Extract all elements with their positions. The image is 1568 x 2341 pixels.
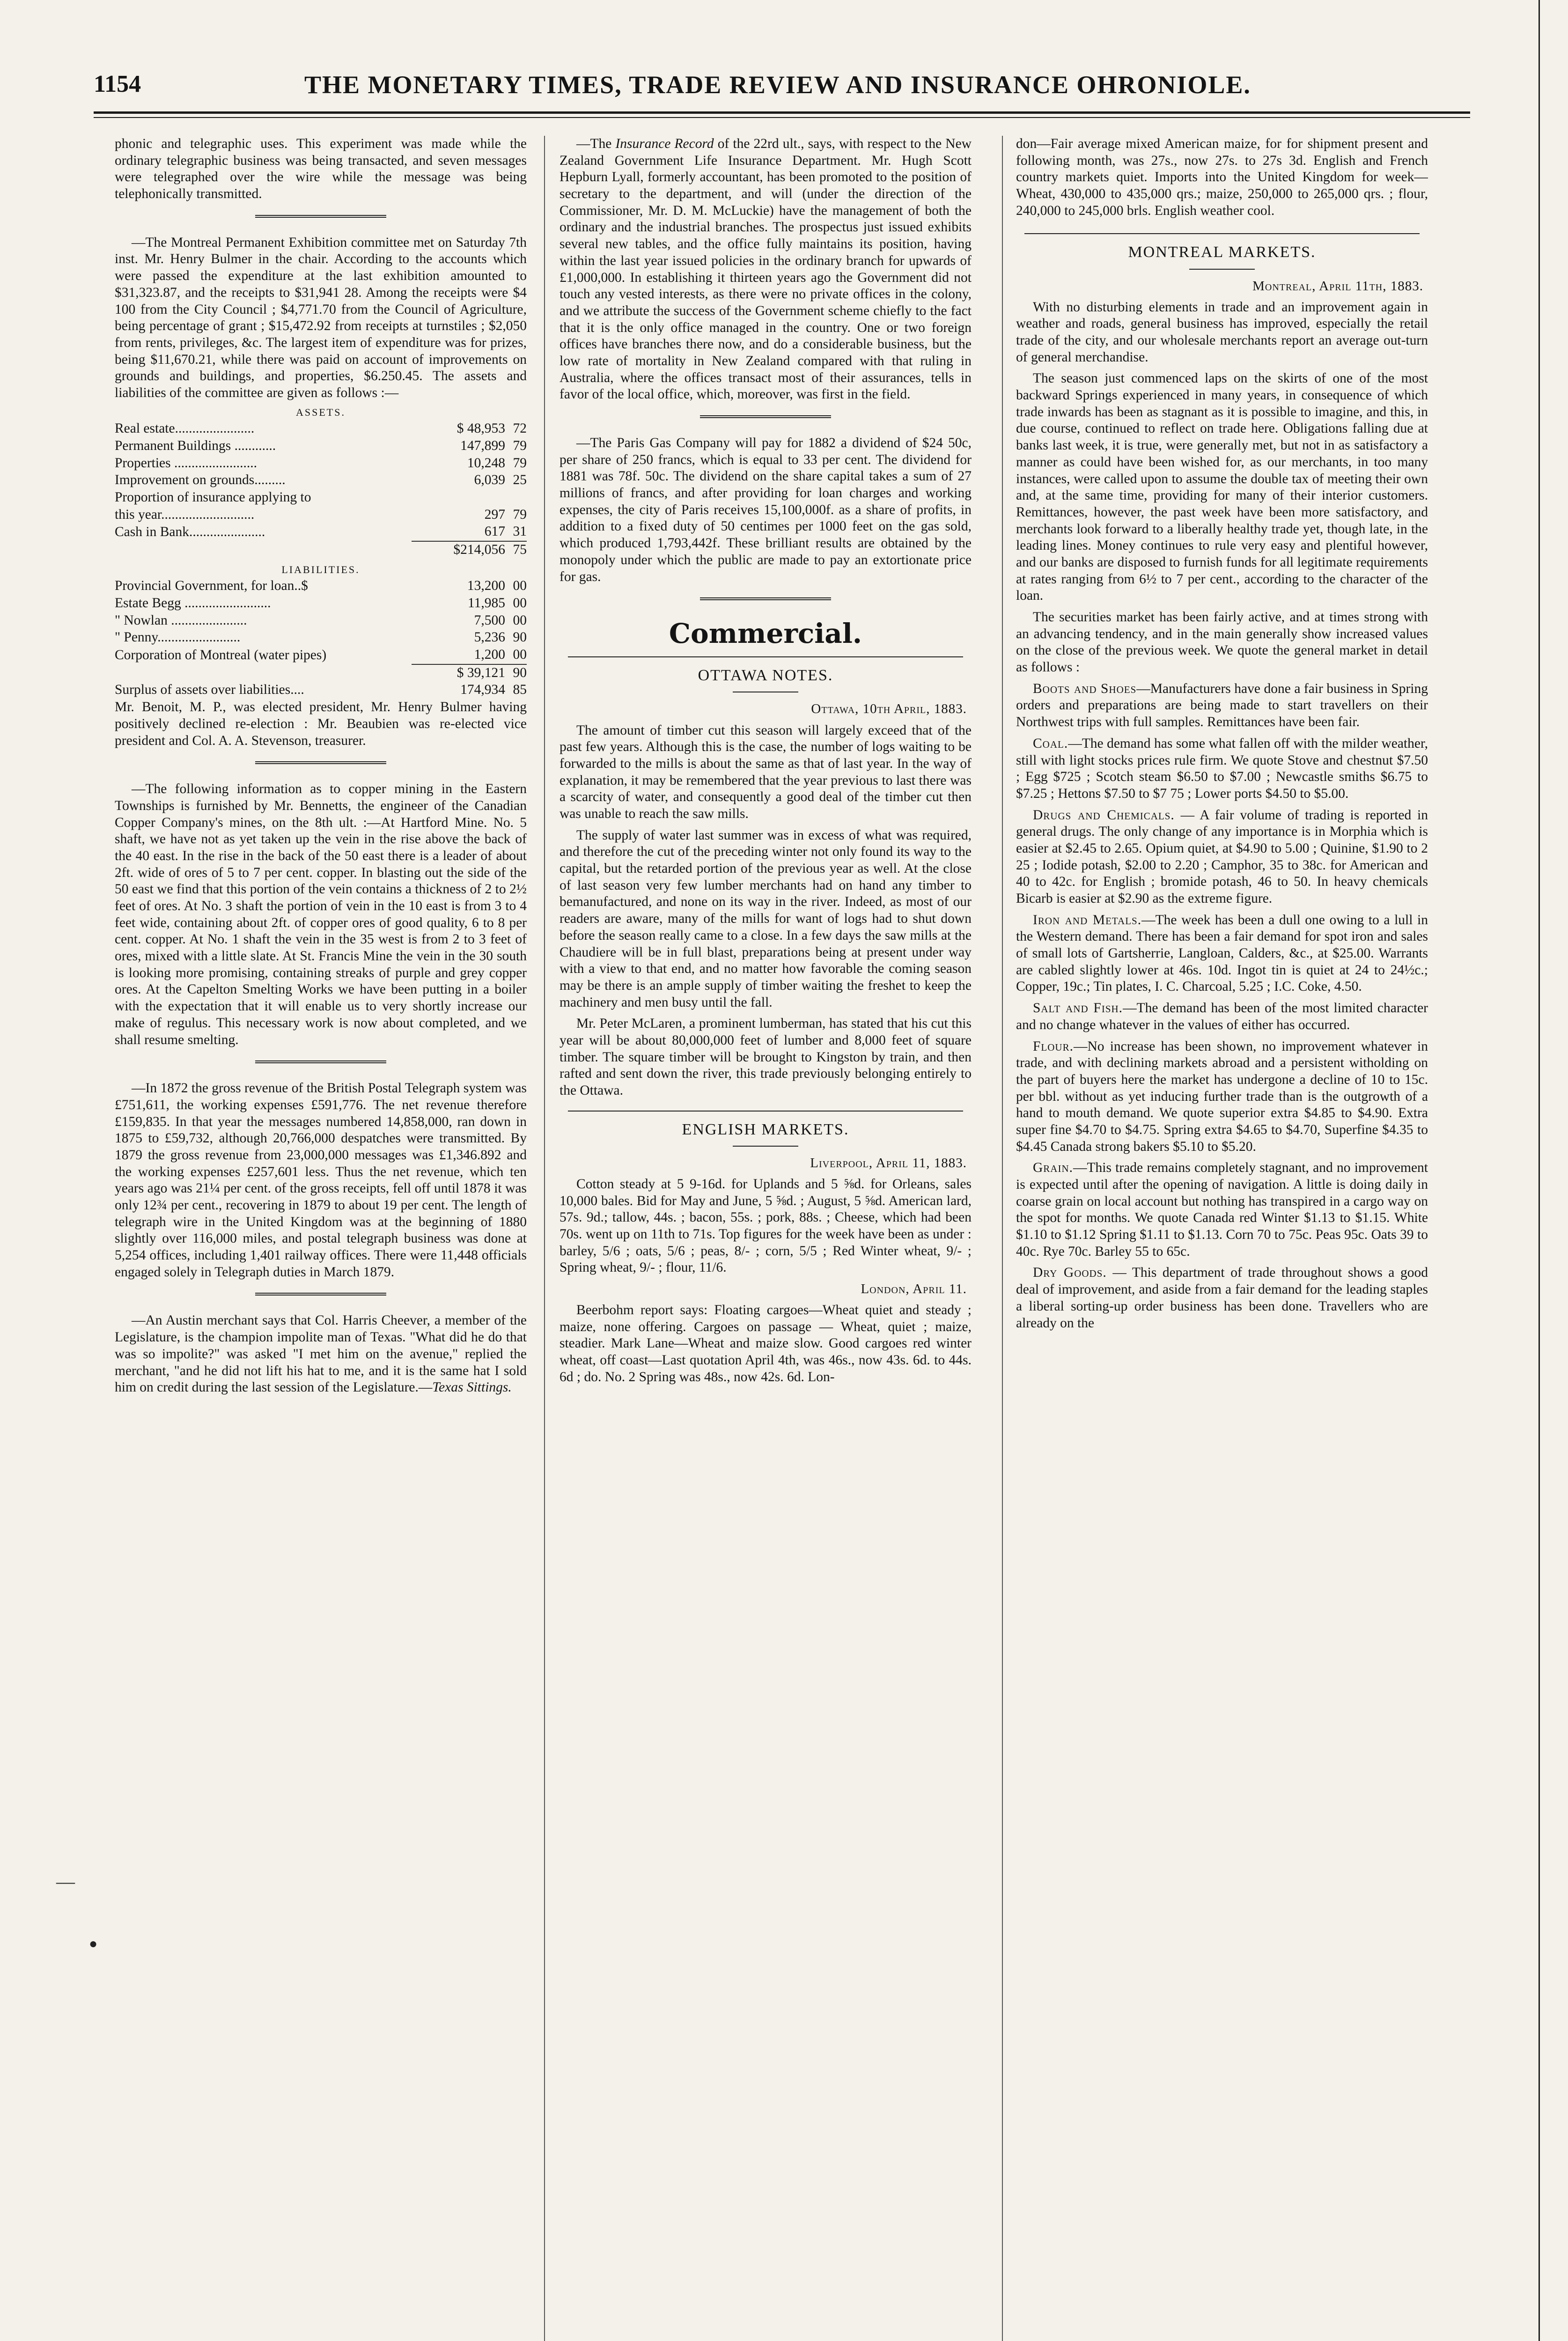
liability-cents: 90	[513, 630, 527, 645]
ottawa-paragraph-3: Mr. Peter McLaren, a prominent lumberman, has stated that his cut this year will be about 80,000,000 feet of lumber and 8,000 feet of square timber. The square timber will be brought to Kingston by train, and then rafted and sent down the river, this trade previously belonging entirely to the Ottawa.	[559, 1016, 972, 1098]
surplus-cents: 85	[513, 682, 527, 698]
flour-heading: Flour.	[1033, 1038, 1074, 1054]
salt-fish-heading: Salt and Fish.	[1033, 1001, 1123, 1016]
section-rule	[1024, 233, 1420, 234]
drugs-text: — A fair volume of trading is reported in general drugs. The only change of any importance is in Morphia which is easier at $2.45 to 2.65. Opium quiet, at $4.90 to 5.00 ; Quinine, $1.90 to 2 25 ; Iodide potash, $2.00 to 2.20 ; Camphor, 35 to 38c. for American and 40 to 42c. for English ; bromide potash, 46 to 50. In heavy chemicals Bicarb is easier at $2.90 as the extreme figure.	[1016, 807, 1428, 906]
margin-dash-mark: —	[56, 1871, 75, 1892]
asset-row	[115, 455, 527, 472]
liability-label: " Penny........................	[115, 630, 241, 645]
article-separator	[700, 597, 831, 603]
grain-report	[1016, 1160, 1428, 1260]
section-rule	[568, 1111, 964, 1112]
surplus-label: Surplus of assets over liabilities....	[115, 682, 304, 698]
insurance-text: of the 22rd ult., says, with respect to the New Zealand Government Life Insurance Department. Mr. Hugh Scott Hepburn Lyall, formerly accountant, has been promoted to the position of secretary to the department, and will (under the direction of the Commissioner, Mr. D. M. McLuckie) have the management of both the ordinary and the industrial branches. The prospectus just issued exhibits several new tables, and the office fully maintains its position, having within the last year issued policies in the ordinary branch for upwards of £1,000,000. In establishing it thirteen years ago the Government did not touch any vested interests, as there were no private offices in the colony, and we attribute the success of the Government scheme chiefly to the fact that it is the only office managed in the country. One or two foreign offices have branches there now, and do a considerable business, but the low rate of mortality in New Zealand compared with that ruling in Australia, where the offices transact most of their assurances, tells in favor of the local office, which, moreover, was first in the field.	[559, 136, 972, 402]
asset-dollars: 10,248	[467, 455, 505, 471]
column-divider	[544, 136, 545, 2341]
liability-cents: 00	[513, 578, 527, 594]
liability-dollars: 1,200	[474, 647, 505, 663]
column-right	[1016, 136, 1428, 2341]
asset-row	[115, 420, 527, 438]
london-report: Beerbohm report says: Floating cargoes—Wheat quiet and steady ; maize, none offering. Cargoes on passage — Wheat, quiet ; maize, steadier. Mark Lane—Wheat and maize slow. Good cargoes red winter wheat, off coast—Last quotation April 4th, was 46s., now 43s. 6d. to 44s. 6d ; do. No. 2 Spring was 48s., now 42s. 6d. Lon-	[559, 1303, 972, 1384]
assets-table	[115, 420, 527, 559]
article-separator	[255, 1293, 386, 1298]
liabilities-total-row	[115, 664, 527, 682]
boots-shoes-heading: Boots and Shoes	[1033, 681, 1137, 696]
liability-cents: 00	[513, 612, 527, 628]
liabilities-total-cents: 90	[505, 664, 527, 682]
liverpool-dateline: Liverpool, April 11, 1883.	[810, 1155, 967, 1170]
section-rule	[1189, 269, 1255, 270]
london-report-continued: don—Fair average mixed American maize, for for shipment present and following month, was 27s., now 27s. to 27s 3d. English and French country markets quiet. Imports into the United Kingdom for week— Wheat, 430,000 to 435,000 qrs.; maize, 250,000 to 265,000 qrs. ; flour, 240,000 to 245,000 brls. English weather cool.	[1016, 136, 1428, 218]
dry-goods-text: — This department of trade throughout shows a good deal of improvement, and aside from a fair demand for the leading staples a liberal sorting-up order business has been done. Travellers who are already on the	[1016, 1265, 1428, 1331]
masthead-title: THE MONETARY TIMES, TRADE REVIEW AND INSURANCE OHRONIOLE.	[304, 71, 1251, 99]
liability-dollars: 13,200	[467, 578, 505, 594]
drugs-heading: Drugs and Chemicals.	[1033, 807, 1175, 823]
asset-dollars: $ 48,953	[456, 421, 505, 436]
iron-metals-text: —The week has been a dull one owing to a lull in the Western demand. There has been a fair demand for spot iron and sales of small lots of Gartsherrie, Langloan, Calders, &c., at $25.00. Warrants are cabled slightly lower at 46s. 10d. Ingot tin is quiet at 24 to 24½c.; Copper, 19c.; Tin plates, I. C. Charcoal, 5.25 ; I.C. Coke, 4.50.	[1016, 912, 1428, 994]
montreal-paragraph-3: The securities market has been fairly active, and at times strong with an advancing tendency, and in the main generally show increased values on the close of the previous week. We quote the general market in detail as follows :	[1016, 610, 1428, 675]
article-copper-mining: —The following information as to copper mining in the Eastern Townships is furnished by Mr. Bennetts, the engineer of the Canadian Copper Company's mines, on the 8th ult. :—At Hartford Mine. No. 5 shaft, we have not as yet taken up the vein in the rise above the back of the 40 east. In the rise in the back of the 50 east there is a leader of about 2ft. wide of ores of 5 to 7 per cent. copper. In blasting out the side of the 50 east we find that this portion of the vein contains a thickness of 2 to 2½ feet of ores. At No. 3 shaft the portion of vein in the 10 east is from 3 to 4 feet wide, containing about 2ft. of copper ores of good quality, 6 to 8 per cent. copper. At No. 1 shaft the vein in the 35 west is from 2 to 3 feet of ores, mixed with a little slate. At St. Francis Mine the vein in the 30 south is looking more promising, containing streaks of purple and grey copper ores. At the Capelton Smelting Works we have been putting in a boiler with the expectation that it will enable us to very shortly increase our make of regulus. This necessary work is now about completed, and we shall resume smelting.	[115, 781, 527, 1047]
asset-dollars: 297	[484, 507, 505, 522]
asset-cents	[505, 489, 527, 507]
asset-cents: 25	[513, 472, 527, 488]
liability-dollars: 11,985	[467, 596, 505, 611]
coal-report	[1016, 736, 1428, 802]
article-insurance-record	[559, 136, 972, 403]
ottawa-paragraph-1: The amount of timber cut this season will largely exceed that of the past few years. Although this is the case, the number of logs waiting to be forwarded to the mills is about the same as that of last year. In the way of explanation, it may be remembered that the year previous to last there was a scarcity of water, and consequently a good deal of the timber cut then was unable to reach the saw mills.	[559, 722, 972, 821]
article-postal-telegraph: —In 1872 the gross revenue of the British Postal Telegraph system was £751,611, the working expenses £591,776. The net revenue therefore £159,835. In that year the messages numbered 14,858,000, ran down in 1875 to £59,732, although 20,766,000 despatches were transmitted. By 1879 the gross revenue from 23,000,000 messages was £1,346.892 and the working expenses £257,601 less. Thus the net revenue, which ten years ago was 21¼ per cent. of the gross receipts, fell off until 1878 it was only 12¾ per cent., recovering in 1879 to about 19 per cent. The length of telegraph wire in the United Kingdom was at the beginning of 1880 slightly over 116,000 miles, and postal telegraph business was done at 5,254 offices, including 1,401 railway offices. There were 11,448 officials engaged solely in Telegraph duties in March 1879.	[115, 1081, 527, 1280]
asset-label: Improvement on grounds.........	[115, 472, 286, 488]
liabilities-total-dollars: $ 39,121	[412, 664, 505, 682]
asset-row	[115, 472, 527, 489]
liability-label: Provincial Government, for loan..$	[115, 578, 308, 594]
header-rule	[94, 111, 1470, 114]
asset-label: Permanent Buildings ............	[115, 438, 276, 453]
margin-dot-mark: ●	[89, 1936, 98, 1951]
assets-heading: ASSETS.	[296, 406, 346, 418]
commercial-heading: Commercial.	[669, 618, 862, 650]
salt-fish-report	[1016, 1000, 1428, 1033]
article-separator	[255, 215, 386, 221]
assets-total-dollars: $214,056	[412, 541, 505, 559]
iron-metals-report	[1016, 912, 1428, 995]
article-paris-gas: —The Paris Gas Company will pay for 1882 a dividend of $24 50c, per share of 250 francs, which is equal to 33 per cent. The dividend for 1881 was 78f. 50c. The dividend on the share capital takes a sum of 27 millions of francs, and after providing for loan charges and working expenses, the city of Paris receives 15,100,000f. as a share of profits, in addition to a fixed duty of 50 centimes per 1000 feet on the gas sold, which produced 1,793,442f. These brilliant results are obtained by the monopoly under which the public are made to pay an extortionate price for gas.	[559, 435, 972, 584]
surplus-dollars: 174,934	[460, 682, 505, 698]
austin-source: Texas Sittings.	[432, 1380, 512, 1395]
page-edge-rule	[1539, 0, 1559, 2341]
montreal-paragraph-2: The season just commenced laps on the skirts of one of the most backward Springs experienced in many years, in consequence of which trade inwards has been as stagnant as it is possible to imagine, and this, in due course, continued to reflect on trade here. Obligations falling due at banks last week, it is true, were generally met, but not in as satisfactory a manner as could have been wished for, as our merchants, in too many instances, were called upon to assume the double tax of meeting their own and, at the same time, providing for many of their interior customers. Remittances, however, the past week have been more satisfactory, and merchants look forward to a liberally healthy trade yet, though late, in the leading lines. Money continues to rule very easy and plentiful however, and our banks are disposed to furnish funds for all legitimate requirements at rates ranging from 6½ to 7 per cent., according to the character of the loan.	[1016, 371, 1428, 604]
boots-shoes-report	[1016, 681, 1428, 731]
montreal-dateline: Montreal, April 11th, 1883.	[1252, 278, 1423, 294]
montreal-markets-title: MONTREAL MARKETS.	[1128, 243, 1316, 261]
asset-label: Properties ........................	[115, 455, 257, 471]
asset-row	[115, 507, 527, 524]
flour-text: —No increase has been shown, no improvement whatever in trade, and with declining markets abroad and a persistent witholding on the part of buyers here the market has undergone a decline of 10 to 15c. per bbl. without as yet inducing further trade than is the outgrowth of a hand to mouth demand. We quote superior extra $4.85 to $4.90. Extra super fine $4.70 to $4.75. Spring extra $4.65 to $4.70, Superfine $4.35 to $4.45 Canada strong bakers $5.10 to $5.20.	[1016, 1038, 1428, 1154]
asset-cents: 72	[513, 421, 527, 436]
montreal-paragraph-1: With no disturbing elements in trade and an improvement again in weather and roads, general business has improved, especially the retail trade of the city, and our wholesale merchants report an average out-turn of general merchandise.	[1016, 299, 1428, 365]
coal-text: —The demand has some what fallen off with the milder weather, still with light stocks prices rule firm. We quote Stove and chestnut $7.50 ; Egg $725 ; Scotch steam $6.50 to $7.00 ; Newcastle smiths $6.75 to $7.25 ; Hettons $7.50 to $7 75 ; Lower ports $4.50 to $5.00.	[1016, 736, 1428, 801]
assets-total-cents: 75	[505, 541, 527, 559]
asset-label: this year...........................	[115, 507, 255, 522]
article-separator	[255, 761, 386, 767]
grain-heading: Grain.	[1033, 1160, 1074, 1176]
liabilities-table	[115, 578, 527, 699]
liabilities-heading: LIABILITIES.	[281, 563, 360, 575]
liability-row	[115, 595, 527, 612]
asset-label: Proportion of insurance applying to	[115, 489, 311, 505]
liability-row	[115, 578, 527, 595]
asset-cents: 31	[513, 524, 527, 539]
section-rule	[733, 1146, 798, 1147]
article-exhibition: —The Montreal Permanent Exhibition committee met on Saturday 7th inst. Mr. Henry Bulmer in the chair. According to the accounts which were passed the expenditure at the last exhibition amounted to $31,323.87, and the receipts to $31,941 28. Among the receipts were $4 100 from the City Council ; $4,771.70 from the Council of Agriculture, being percentage of grant ; $15,472.92 from receipts at turnstiles ; $2,050 from rents, privileges, &c. The largest item of expenditure was for prizes, being $11,670.21, while there was paid on account of improvements on grounds and buildings, and properties, $6.250.45. The assets and liabilities of the committee are given as follows :—	[115, 235, 527, 400]
asset-cents: 79	[513, 438, 527, 453]
asset-cents: 79	[513, 507, 527, 522]
article-officers: Mr. Benoit, M. P., was elected president, Mr. Henry Bulmer having positively declined re-election : Mr. Beaubien was re-elected vice president and Col. A. A. Stevenson, treasurer.	[115, 699, 527, 748]
asset-dollars	[412, 489, 505, 507]
column-divider	[1002, 136, 1003, 2341]
asset-row	[115, 438, 527, 455]
column-middle	[559, 136, 972, 2341]
assets-total-row	[115, 541, 527, 559]
flour-report	[1016, 1038, 1428, 1156]
ottawa-paragraph-2: The supply of water last summer was in excess of what was required, and therefore the cut of the preceding winter not only found its way to the capital, but the retarded portion of the previous year as well. At the close of last season very few lumber merchants had on hand any timber to bemanufactured, and none on its way in the river. Indeed, as most of our readers are aware, many of the mills for want of logs had to shut down before the season really came to a close. In a few days the saw mills at the Chaudiere will be in full blast, preparations being at present under way with a view to that end, and no matter how favorable the coming season may be there is an ample supply of timber waiting the freshet to keep the machinery and men busy until the fall.	[559, 827, 972, 1010]
salt-fish-text: —The demand has been of the most limited character and no change whatever in the values of either has occurred.	[1016, 1001, 1428, 1032]
dry-goods-report	[1016, 1265, 1428, 1332]
page-number: 1154	[94, 71, 141, 97]
boots-shoes-text: —Manufacturers have done a fair business in Spring orders and preparations are being made to start travellers on their Northwest trips with full samples. Remittances have been fair.	[1016, 681, 1428, 730]
section-rule	[568, 656, 964, 657]
asset-dollars: 147,899	[460, 438, 505, 453]
header-rule-thin	[94, 117, 1470, 118]
asset-row	[115, 523, 527, 541]
ottawa-dateline: Ottawa, 10th April, 1883.	[811, 701, 967, 717]
liability-cents: 00	[513, 596, 527, 611]
liability-dollars: 7,500	[474, 612, 505, 628]
asset-dollars: 617	[484, 524, 505, 539]
insurance-lead: —The	[576, 136, 616, 151]
english-markets-title: ENGLISH MARKETS.	[682, 1120, 849, 1138]
liability-dollars: 5,236	[474, 630, 505, 645]
grain-text: —This trade remains completely stagnant, and no improvement is expected until after the opening of navigation. A little is doing daily in coarse grain on local account but nothing has transpired in a cargo way on the spot for months. We quote Canada red Winter $1.13 to $1.15. White $1.10 to $1.12 Spring $1.11 to $1.13. Corn 70 to 75c. Peas 95c. Oats 39 to 40c. Rye 70c. Barley 55 to 65c.	[1016, 1160, 1428, 1259]
drugs-report	[1016, 807, 1428, 907]
liverpool-report: Cotton steady at 5 9-16d. for Uplands and 5 ⅝d. for Orleans, sales 10,000 bales. Bid for May and June, 5 ⅝d. ; August, 5 ⅝d. American lard, 57s. 9d.; tallow, 44s. ; bacon, 55s. ; pork, 88s. ; Cheese, which had been 70s. went up on 11th to 71s. Top figures for the week have been as under : barley, 5/6 ; oats, 5/6 ; peas, 8/- ; corn, 5/5 ; Red Winter wheat, 9/- ; Spring wheat, 9/- ; flour, 11/6.	[559, 1176, 972, 1275]
london-dateline: London, April 11.	[861, 1281, 967, 1297]
article-austin-merchant	[115, 1312, 527, 1396]
insurance-record-title: Insurance Record	[615, 136, 714, 151]
liability-row	[115, 612, 527, 630]
article-separator	[255, 1060, 386, 1066]
austin-text: —An Austin merchant says that Col. Harris Cheever, a member of the Legislature, is the champion impolite man of Texas. "What did he do that was so impolite?" was asked "I met him on the avenue," replied the merchant, "and he did not lift his hat to me, and it is the same hat I sold him on credit during the last session of the Legislature.—	[115, 1313, 527, 1395]
asset-row	[115, 489, 527, 507]
liability-label: " Nowlan ......................	[115, 612, 247, 628]
liability-row	[115, 647, 527, 664]
liability-cents: 00	[513, 647, 527, 663]
asset-cents: 79	[513, 455, 527, 471]
surplus-row	[115, 682, 527, 699]
ottawa-notes-title: OTTAWA NOTES.	[698, 667, 833, 685]
dry-goods-heading: Dry Goods.	[1033, 1265, 1107, 1281]
article-separator	[700, 415, 831, 421]
asset-dollars: 6,039	[474, 472, 505, 488]
page-header	[94, 70, 1451, 108]
asset-label: Real estate.......................	[115, 421, 255, 436]
coal-heading: Coal.	[1033, 736, 1068, 751]
article-telephony-end: phonic and telegraphic uses. This experiment was made while the ordinary telegraphic business was being transacted, and seven messages were telegraphed over the wire while the message was being telephonically transmitted.	[115, 136, 527, 202]
liability-row	[115, 629, 527, 647]
liability-label: Estate Begg .........................	[115, 596, 271, 611]
column-left	[115, 136, 527, 2341]
asset-label: Cash in Bank......................	[115, 524, 265, 539]
iron-metals-heading: Iron and Metals.	[1033, 912, 1142, 928]
liability-label: Corporation of Montreal (water pipes)	[115, 647, 327, 663]
